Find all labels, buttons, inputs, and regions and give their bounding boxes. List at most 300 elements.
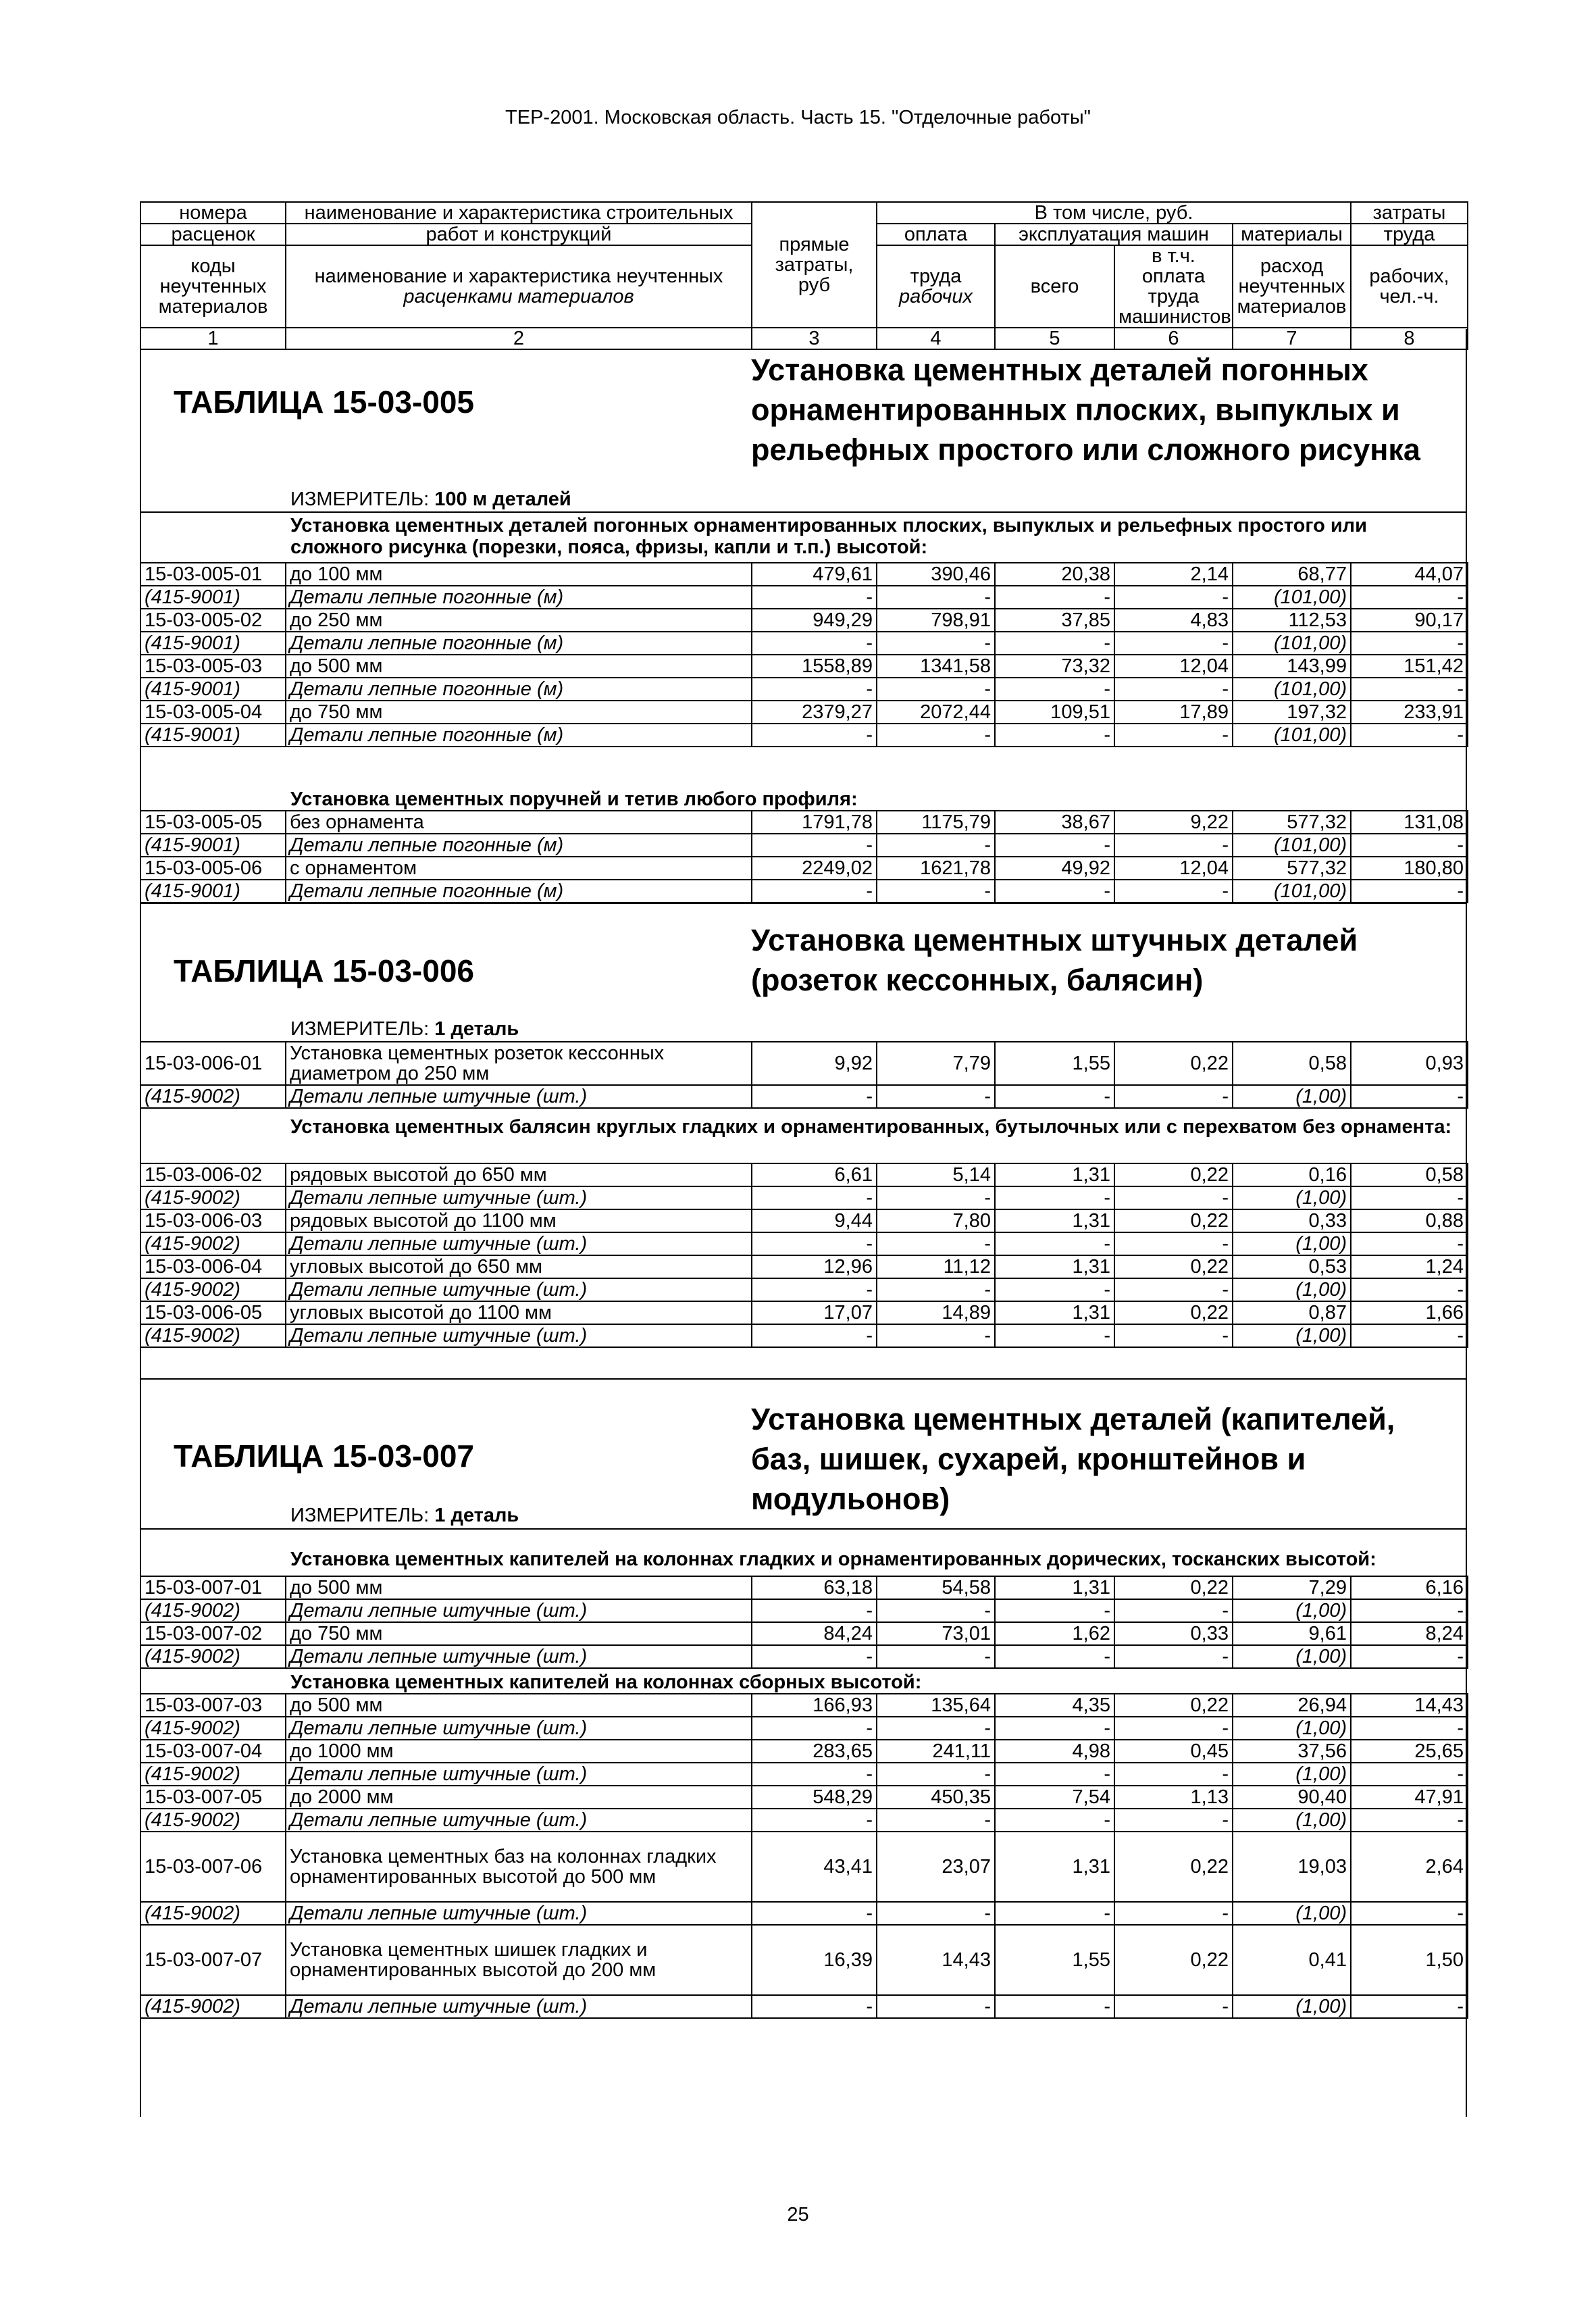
divider	[140, 903, 1467, 904]
material-code: (415-9002)	[140, 1995, 286, 2018]
rate-value: 49,92	[995, 857, 1114, 880]
rate-value: 1,55	[995, 1925, 1114, 1995]
dash-cell: -	[995, 1717, 1114, 1740]
rate-value: 450,35	[877, 1786, 995, 1809]
dash-cell: -	[1114, 1085, 1233, 1108]
dash-cell: -	[1114, 1995, 1233, 2018]
dash-cell: -	[1114, 1232, 1233, 1255]
rates-table	[140, 810, 1468, 903]
rate-value: 4,98	[995, 1740, 1114, 1763]
material-name: Детали лепные погонные (м)	[286, 678, 752, 701]
dash-cell: -	[995, 834, 1114, 857]
material-code: (415-9002)	[140, 1278, 286, 1301]
rate-value: 7,54	[995, 1786, 1114, 1809]
rate-value: 8,24	[1351, 1622, 1468, 1645]
table-row	[140, 1832, 1468, 1902]
material-name: Детали лепные погонные (м)	[286, 632, 752, 655]
table-row	[140, 1740, 1468, 1763]
rate-value: 9,22	[1114, 811, 1233, 834]
material-qty: (1,00)	[1233, 1186, 1351, 1209]
dash-cell: -	[877, 1995, 995, 2018]
rate-value: 1791,78	[752, 811, 877, 834]
material-code: (415-9002)	[140, 1599, 286, 1622]
dash-cell: -	[877, 632, 995, 655]
rate-code: 15-03-006-03	[140, 1209, 286, 1232]
table-row	[140, 701, 1468, 724]
material-name: Детали лепные штучные (шт.)	[286, 1278, 752, 1301]
dash-cell: -	[995, 586, 1114, 609]
table-row	[140, 609, 1468, 632]
table-row	[140, 1694, 1468, 1717]
dash-cell: -	[1114, 1324, 1233, 1347]
hdr-labor-3: рабочих,	[1369, 266, 1449, 287]
group-heading: Установка цементных капителей на колоннах гладких и орнаментированных дорических, тосканских высотой:	[290, 1549, 1376, 1570]
hdr-pay-3: рабочих	[898, 286, 973, 307]
material-code: (415-9002)	[140, 1324, 286, 1347]
material-name: Детали лепные погонные (м)	[286, 834, 752, 857]
dash-cell: -	[752, 1324, 877, 1347]
dash-cell: -	[877, 1809, 995, 1832]
rate-value: 0,22	[1114, 1255, 1233, 1278]
meter-label: ИЗМЕРИТЕЛЬ:	[290, 1505, 430, 1526]
material-code: (415-9002)	[140, 1763, 286, 1786]
table-row	[140, 1622, 1468, 1645]
material-row	[140, 1324, 1468, 1347]
hdr-name-sub1: наименование и характеристика неучтенных	[314, 266, 723, 287]
rate-value: 0,87	[1233, 1301, 1351, 1324]
rate-value: 9,44	[752, 1209, 877, 1232]
dash-cell: -	[752, 724, 877, 747]
material-row	[140, 1278, 1468, 1301]
rate-value: 6,61	[752, 1163, 877, 1186]
material-name: Детали лепные погонные (м)	[286, 880, 752, 903]
material-qty: (1,00)	[1233, 1995, 1351, 2018]
table-row	[140, 857, 1468, 880]
hdr-direct-2: затраты,	[775, 254, 854, 276]
material-name: Детали лепные погонные (м)	[286, 724, 752, 747]
rate-value: 0,22	[1114, 1301, 1233, 1324]
material-name: Детали лепные погонные (м)	[286, 586, 752, 609]
hdr-code-bot: расценок	[140, 224, 286, 245]
dash-cell: -	[752, 586, 877, 609]
rates-table	[140, 1576, 1468, 1669]
rate-value: 2249,02	[752, 857, 877, 880]
material-code: (415-9001)	[140, 834, 286, 857]
dash-cell: -	[995, 1085, 1114, 1108]
rate-value: 20,38	[995, 563, 1114, 586]
meter	[290, 1018, 519, 1040]
material-name: Детали лепные штучные (шт.)	[286, 1324, 752, 1347]
hdr-num-3: 3	[752, 328, 877, 349]
section-title: ТАБЛИЦА 15-03-005	[174, 384, 474, 420]
dash-cell: -	[1114, 1186, 1233, 1209]
hdr-mach-pay: в т.ч. оплата труда машинистов	[1114, 245, 1233, 328]
table-row	[140, 655, 1468, 678]
dash-cell: -	[877, 1902, 995, 1925]
hdr-mach: эксплуатация машин	[995, 224, 1233, 245]
rate-value: 577,32	[1233, 811, 1351, 834]
material-qty: (1,00)	[1233, 1085, 1351, 1108]
material-name: Детали лепные штучные (шт.)	[286, 1645, 752, 1668]
rate-value: 84,24	[752, 1622, 877, 1645]
hdr-labor-4: чел.-ч.	[1379, 286, 1439, 307]
material-name: Детали лепные штучные (шт.)	[286, 1085, 752, 1108]
rate-value: 44,07	[1351, 563, 1468, 586]
table-row	[140, 1925, 1468, 1995]
material-row	[140, 1995, 1468, 2018]
rate-value: 4,83	[1114, 609, 1233, 632]
rate-value: 7,79	[877, 1042, 995, 1085]
rate-value: 0,22	[1114, 1925, 1233, 1995]
rate-value: 90,40	[1233, 1786, 1351, 1809]
rate-value: 47,91	[1351, 1786, 1468, 1809]
hdr-incl: В том числе, руб.	[877, 202, 1351, 224]
rate-value: 180,80	[1351, 857, 1468, 880]
material-qty: (101,00)	[1233, 880, 1351, 903]
dash-cell: -	[1351, 1186, 1468, 1209]
dash-cell: -	[1114, 1763, 1233, 1786]
dash-cell: -	[995, 1278, 1114, 1301]
rate-value: 7,29	[1233, 1576, 1351, 1599]
rate-value: 135,64	[877, 1694, 995, 1717]
rate-value: 1,31	[995, 1301, 1114, 1324]
rate-value: 0,53	[1233, 1255, 1351, 1278]
dash-cell: -	[1114, 1599, 1233, 1622]
rate-value: 0,22	[1114, 1042, 1233, 1085]
group-heading: Установка цементных поручней и тетив любого профиля:	[290, 788, 858, 810]
rate-code: 15-03-007-06	[140, 1832, 286, 1902]
hdr-mach-total: всего	[995, 245, 1114, 328]
rate-value: 1,31	[995, 1576, 1114, 1599]
material-qty: (1,00)	[1233, 1645, 1351, 1668]
rate-value: 17,07	[752, 1301, 877, 1324]
rate-value: 0,16	[1233, 1163, 1351, 1186]
rate-code: 15-03-006-05	[140, 1301, 286, 1324]
meter-label: ИЗМЕРИТЕЛЬ:	[290, 488, 430, 510]
hdr-labor-34	[1351, 245, 1468, 328]
rate-value: 1175,79	[877, 811, 995, 834]
dash-cell: -	[995, 1645, 1114, 1668]
rate-value: 38,67	[995, 811, 1114, 834]
group-heading: Установка цементных деталей погонных орнаментированных плоских, выпуклых и рельефных простого или сложного рисунка (порезки, пояса, фризы, капли и т.п.) высотой:	[290, 515, 1367, 558]
material-row	[140, 678, 1468, 701]
rate-name: до 500 мм	[286, 1576, 752, 1599]
rate-name: угловых высотой до 650 мм	[286, 1255, 752, 1278]
hdr-pay-2: труда	[910, 266, 962, 287]
dash-cell: -	[995, 1763, 1114, 1786]
rate-value: 390,46	[877, 563, 995, 586]
material-name: Детали лепные штучные (шт.)	[286, 1717, 752, 1740]
dash-cell: -	[752, 1809, 877, 1832]
rate-value: 14,89	[877, 1301, 995, 1324]
material-code: (415-9002)	[140, 1085, 286, 1108]
material-code: (415-9002)	[140, 1186, 286, 1209]
dash-cell: -	[752, 1232, 877, 1255]
material-row	[140, 1085, 1468, 1108]
hdr-name-top: наименование и характеристика строительных	[286, 202, 752, 224]
rate-value: 5,14	[877, 1163, 995, 1186]
rate-value: 143,99	[1233, 655, 1351, 678]
dash-cell: -	[1351, 586, 1468, 609]
rate-name: рядовых высотой до 1100 мм	[286, 1209, 752, 1232]
dash-cell: -	[752, 1645, 877, 1668]
dash-cell: -	[1351, 1278, 1468, 1301]
rate-value: 548,29	[752, 1786, 877, 1809]
rate-code: 15-03-007-03	[140, 1694, 286, 1717]
rate-code: 15-03-006-01	[140, 1042, 286, 1085]
material-code: (415-9001)	[140, 678, 286, 701]
dash-cell: -	[752, 1902, 877, 1925]
dash-cell: -	[752, 1763, 877, 1786]
rate-value: 151,42	[1351, 655, 1468, 678]
rate-value: 1,62	[995, 1622, 1114, 1645]
dash-cell: -	[1351, 1645, 1468, 1668]
material-code: (415-9001)	[140, 880, 286, 903]
table-row	[140, 1576, 1468, 1599]
material-qty: (101,00)	[1233, 678, 1351, 701]
table-row	[140, 811, 1468, 834]
dash-cell: -	[1351, 1717, 1468, 1740]
material-code: (415-9002)	[140, 1645, 286, 1668]
hdr-num-5: 5	[995, 328, 1114, 349]
rate-value: 1,55	[995, 1042, 1114, 1085]
dash-cell: -	[1114, 834, 1233, 857]
dash-cell: -	[1351, 1902, 1468, 1925]
page-title: ТЕР-2001. Московская область. Часть 15. "Отделочные работы"	[505, 107, 1091, 128]
dash-cell: -	[1114, 880, 1233, 903]
dash-cell: -	[1351, 678, 1468, 701]
meter-label: ИЗМЕРИТЕЛЬ:	[290, 1018, 430, 1040]
rate-value: 12,04	[1114, 857, 1233, 880]
dash-cell: -	[995, 1324, 1114, 1347]
dash-cell: -	[1351, 724, 1468, 747]
rate-value: 798,91	[877, 609, 995, 632]
rate-value: 949,29	[752, 609, 877, 632]
dash-cell: -	[877, 1085, 995, 1108]
rate-value: 1,31	[995, 1255, 1114, 1278]
rate-value: 1,31	[995, 1163, 1114, 1186]
table-row	[140, 1209, 1468, 1232]
material-qty: (1,00)	[1233, 1324, 1351, 1347]
rate-value: 0,22	[1114, 1694, 1233, 1717]
material-row	[140, 1599, 1468, 1622]
dash-cell: -	[995, 678, 1114, 701]
column-header	[140, 201, 1468, 350]
dash-cell: -	[1114, 586, 1233, 609]
hdr-num-6: 6	[1114, 328, 1233, 349]
rate-code: 15-03-005-02	[140, 609, 286, 632]
dash-cell: -	[877, 1645, 995, 1668]
rate-name: до 2000 мм	[286, 1786, 752, 1809]
rate-value: 63,18	[752, 1576, 877, 1599]
rate-value: 1,13	[1114, 1786, 1233, 1809]
material-row	[140, 1717, 1468, 1740]
dash-cell: -	[752, 880, 877, 903]
rate-value: 73,32	[995, 655, 1114, 678]
dash-cell: -	[877, 834, 995, 857]
material-code: (415-9002)	[140, 1902, 286, 1925]
dash-cell: -	[877, 586, 995, 609]
dash-cell: -	[1114, 724, 1233, 747]
dash-cell: -	[752, 1599, 877, 1622]
table-row	[140, 1163, 1468, 1186]
section-title: ТАБЛИЦА 15-03-006	[174, 953, 474, 988]
hdr-num-8: 8	[1351, 328, 1468, 349]
section-title: ТАБЛИЦА 15-03-007	[174, 1438, 474, 1474]
material-qty: (1,00)	[1233, 1278, 1351, 1301]
dash-cell: -	[1114, 632, 1233, 655]
meter-value: 1 деталь	[434, 1018, 519, 1040]
rate-name: рядовых высотой до 650 мм	[286, 1163, 752, 1186]
dash-cell: -	[995, 1809, 1114, 1832]
rate-value: 43,41	[752, 1832, 877, 1902]
hdr-num-2: 2	[286, 328, 752, 349]
material-code: (415-9001)	[140, 586, 286, 609]
section-description: Установка цементных штучных деталей (розеток кессонных, балясин)	[751, 923, 1358, 997]
dash-cell: -	[995, 1902, 1114, 1925]
rate-value: 1621,78	[877, 857, 995, 880]
rate-value: 2072,44	[877, 701, 995, 724]
rate-value: 1,66	[1351, 1301, 1468, 1324]
hdr-mat: материалы	[1233, 224, 1351, 245]
hdr-mat-sub: расход неучтенных материалов	[1233, 245, 1351, 328]
rates-table	[140, 1041, 1468, 1109]
divider	[140, 511, 1467, 513]
rate-value: 0,58	[1233, 1042, 1351, 1085]
table-row	[140, 1255, 1468, 1278]
table-row	[140, 1042, 1468, 1085]
material-row	[140, 1763, 1468, 1786]
rate-value: 68,77	[1233, 563, 1351, 586]
rate-name: Установка цементных розеток кессонных диаметром до 250 мм	[286, 1042, 752, 1085]
hdr-direct	[752, 202, 877, 328]
material-qty: (1,00)	[1233, 1232, 1351, 1255]
hdr-direct-3: руб	[798, 274, 831, 296]
dash-cell: -	[1114, 1645, 1233, 1668]
dash-cell: -	[995, 1232, 1114, 1255]
rate-code: 15-03-005-06	[140, 857, 286, 880]
hdr-code-sub: коды неучтенных материалов	[140, 245, 286, 328]
hdr-pay-1: оплата	[877, 224, 995, 245]
rate-value: 2379,27	[752, 701, 877, 724]
dash-cell: -	[995, 724, 1114, 747]
material-name: Детали лепные штучные (шт.)	[286, 1763, 752, 1786]
dash-cell: -	[752, 1717, 877, 1740]
group-heading: Установка цементных капителей на колоннах сборных высотой:	[290, 1671, 922, 1693]
rate-value: 0,45	[1114, 1740, 1233, 1763]
dash-cell: -	[1351, 632, 1468, 655]
rate-value: 1341,58	[877, 655, 995, 678]
rate-code: 15-03-007-07	[140, 1925, 286, 1995]
dash-cell: -	[877, 1186, 995, 1209]
material-name: Детали лепные штучные (шт.)	[286, 1599, 752, 1622]
rate-value: 0,33	[1233, 1209, 1351, 1232]
rate-code: 15-03-005-01	[140, 563, 286, 586]
hdr-num-7: 7	[1233, 328, 1351, 349]
dash-cell: -	[995, 1599, 1114, 1622]
rate-value: 197,32	[1233, 701, 1351, 724]
hdr-pay-23	[877, 245, 995, 328]
dash-cell: -	[877, 1232, 995, 1255]
rate-code: 15-03-005-05	[140, 811, 286, 834]
material-name: Детали лепные штучные (шт.)	[286, 1902, 752, 1925]
rate-value: 37,56	[1233, 1740, 1351, 1763]
rate-value: 12,04	[1114, 655, 1233, 678]
dash-cell: -	[877, 724, 995, 747]
material-qty: (1,00)	[1233, 1902, 1351, 1925]
rate-value: 0,93	[1351, 1042, 1468, 1085]
rate-code: 15-03-005-04	[140, 701, 286, 724]
hdr-code-top: номера	[140, 202, 286, 224]
hdr-num-4: 4	[877, 328, 995, 349]
rate-value: 6,16	[1351, 1576, 1468, 1599]
rate-code: 15-03-007-05	[140, 1786, 286, 1809]
rate-value: 25,65	[1351, 1740, 1468, 1763]
rate-name: с орнаментом	[286, 857, 752, 880]
rate-value: 14,43	[1351, 1694, 1468, 1717]
dash-cell: -	[752, 834, 877, 857]
group-heading: Установка цементных балясин круглых гладких и орнаментированных, бутылочных или с перехватом без орнамента:	[290, 1116, 1452, 1138]
rate-value: 131,08	[1351, 811, 1468, 834]
material-row	[140, 1645, 1468, 1668]
section-description: Установка цементных деталей (капителей, баз, шишек, сухарей, кронштейнов и модульонов)	[751, 1402, 1395, 1516]
dash-cell: -	[877, 1324, 995, 1347]
hdr-labor-2: труда	[1351, 224, 1468, 245]
rate-value: 0,88	[1351, 1209, 1468, 1232]
dash-cell: -	[1114, 1278, 1233, 1301]
rate-name: до 750 мм	[286, 1622, 752, 1645]
dash-cell: -	[1351, 1995, 1468, 2018]
rate-code: 15-03-007-04	[140, 1740, 286, 1763]
material-row	[140, 1232, 1468, 1255]
meter	[290, 488, 571, 511]
hdr-num-1: 1	[140, 328, 286, 349]
divider	[140, 1528, 1467, 1530]
material-name: Детали лепные штучные (шт.)	[286, 1186, 752, 1209]
material-code: (415-9002)	[140, 1232, 286, 1255]
rate-code: 15-03-005-03	[140, 655, 286, 678]
rate-name: Установка цементных шишек гладких и орнаментированных высотой до 200 мм	[286, 1925, 752, 1995]
rate-name: до 250 мм	[286, 609, 752, 632]
material-name: Детали лепные штучные (шт.)	[286, 1232, 752, 1255]
rate-value: 2,64	[1351, 1832, 1468, 1902]
rate-value: 9,61	[1233, 1622, 1351, 1645]
rate-value: 109,51	[995, 701, 1114, 724]
material-row	[140, 1186, 1468, 1209]
dash-cell: -	[752, 1085, 877, 1108]
dash-cell: -	[1351, 880, 1468, 903]
rate-name: до 100 мм	[286, 563, 752, 586]
rate-value: 26,94	[1233, 1694, 1351, 1717]
rate-value: 577,32	[1233, 857, 1351, 880]
rate-value: 1558,89	[752, 655, 877, 678]
material-qty: (1,00)	[1233, 1717, 1351, 1740]
rate-name: до 750 мм	[286, 701, 752, 724]
dash-cell: -	[1351, 1763, 1468, 1786]
rate-value: 1,31	[995, 1832, 1114, 1902]
hdr-labor-1: затраты	[1351, 202, 1468, 224]
dash-cell: -	[752, 632, 877, 655]
material-qty: (101,00)	[1233, 632, 1351, 655]
divider	[140, 1378, 1467, 1380]
dash-cell: -	[877, 678, 995, 701]
rate-name: Установка цементных баз на колоннах гладких орнаментированных высотой до 500 мм	[286, 1832, 752, 1902]
material-qty: (1,00)	[1233, 1599, 1351, 1622]
dash-cell: -	[1351, 834, 1468, 857]
dash-cell: -	[1351, 1232, 1468, 1255]
rate-value: 73,01	[877, 1622, 995, 1645]
rate-value: 54,58	[877, 1576, 995, 1599]
